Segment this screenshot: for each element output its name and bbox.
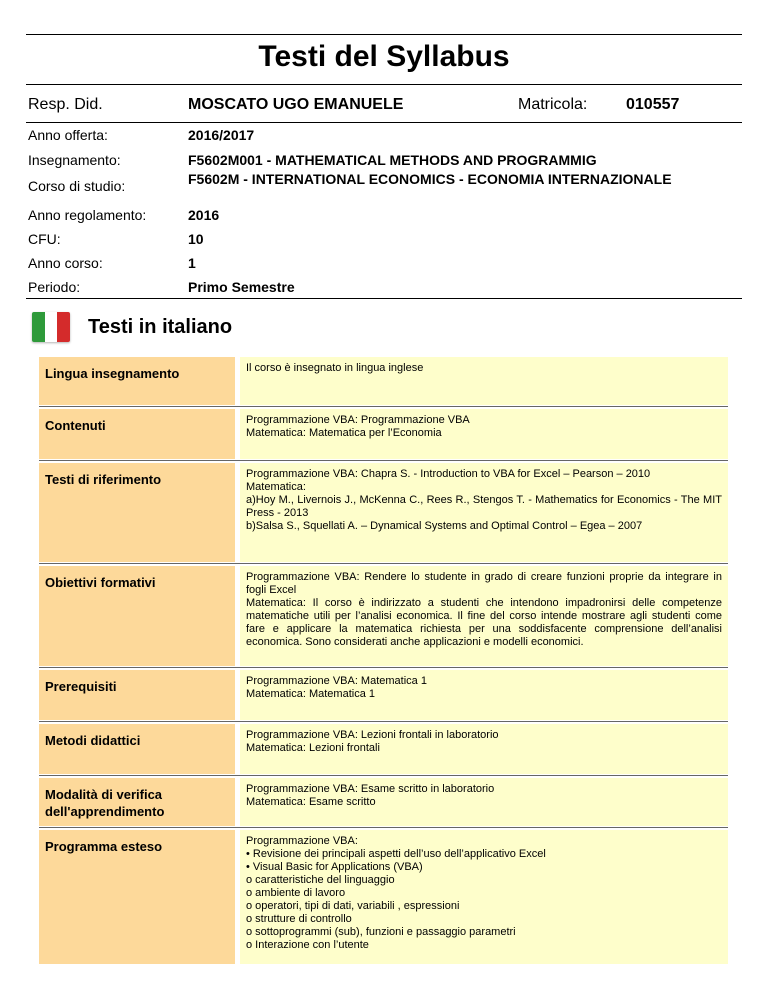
row-key: Testi di riferimento — [39, 463, 235, 562]
anno-offerta-label: Anno offerta: — [28, 127, 108, 143]
text-line: Matematica: Lezioni frontali — [246, 742, 380, 754]
matricola-value: 010557 — [626, 96, 680, 113]
row-divider — [39, 460, 728, 461]
text-line: o operatori, tipi di dati, variabili , espressioni — [246, 900, 460, 912]
anno-regolamento-value: 2016 — [188, 207, 220, 223]
insegnamento-label: Insegnamento: — [28, 152, 121, 168]
row-divider — [39, 667, 728, 668]
text-line: • Revisione dei principali aspetti dell’uso dell’applicativo Excel — [246, 848, 546, 860]
flag-white-band — [45, 312, 58, 342]
corso-label: Corso di studio: — [28, 178, 126, 194]
text-line: b)Salsa S., Squellati A. – Dynamical Systems and Optimal Control – Egea – 2007 — [246, 520, 643, 532]
row-value — [240, 830, 728, 964]
row-text — [240, 409, 728, 440]
row-value — [240, 670, 728, 720]
row-key: Contenuti — [39, 409, 235, 459]
cfu-label: CFU: — [28, 231, 61, 247]
text-line: Matematica: Matematica per l’Economia — [246, 427, 442, 439]
text-line: Programmazione VBA: Chapra S. - Introduction to VBA for Excel – Pearson – 2010 — [246, 468, 651, 480]
periodo-value: Primo Semestre — [188, 279, 295, 295]
text-line: Programmazione VBA: Lezioni frontali in laboratorio — [246, 729, 499, 741]
row-text — [240, 778, 728, 809]
top-rule — [26, 34, 742, 35]
row-text — [240, 830, 728, 952]
row-text — [240, 463, 728, 533]
table-row-prerequisiti — [39, 670, 728, 720]
table-row-lingua — [39, 357, 728, 405]
table-row-metodi — [39, 724, 728, 774]
row-text — [240, 357, 728, 375]
table-row-modalita — [39, 778, 728, 826]
text-line: Programmazione VBA: — [246, 835, 358, 847]
info-rule — [26, 298, 742, 299]
periodo-label: Periodo: — [28, 279, 81, 295]
row-value — [240, 357, 728, 405]
row-key: Metodi didattici — [39, 724, 235, 774]
table-row-programma — [39, 830, 728, 964]
row-key: Programma esteso — [39, 830, 235, 964]
resp-rule — [26, 122, 742, 123]
text-line: Programmazione VBA: Matematica 1 — [246, 675, 427, 687]
text-line: Programmazione VBA: Esame scritto in laboratorio — [246, 783, 495, 795]
resp-label: Resp. Did. — [28, 96, 103, 113]
text-line: Programmazione VBA: Rendere lo studente in grado di creare funzioni proprie da integrare in fogli Excel — [246, 571, 722, 596]
text-line: Il corso è insegnato in lingua inglese — [246, 362, 424, 374]
text-line: o sottoprogrammi (sub), funzioni e passaggio parametri — [246, 926, 516, 938]
text-line: o ambiente di lavoro — [246, 887, 346, 899]
row-value — [240, 724, 728, 774]
cfu-value: 10 — [188, 231, 204, 247]
page-title: Testi del Syllabus — [258, 40, 510, 73]
matricola-label: Matricola: — [518, 96, 588, 113]
italian-flag-icon — [32, 312, 70, 342]
resp-name: MOSCATO UGO EMANUELE — [188, 96, 404, 113]
row-text — [240, 566, 728, 649]
text-line: Matematica: Matematica 1 — [246, 688, 375, 700]
text-line: Matematica: — [246, 481, 306, 493]
text-line: a)Hoy M., Livernois J., McKenna C., Rees R., Stengos T. - Mathematics for Economics - The MIT Press - 2013 — [246, 494, 722, 519]
text-line: Programmazione VBA: Programmazione VBA — [246, 414, 470, 426]
text-line: Matematica: Il corso è indirizzato a studenti che intendono impadronirsi delle competenze matematiche utili per l’analisi economica. Il fine del corso intende mostrare agli studenti come fare e applicare la matematica richiesta per una soddisfacente comprensione dell’analisi economica. Sono considerati anche applicazioni e modelli economici. — [246, 597, 722, 648]
row-text — [240, 670, 728, 701]
row-key: Lingua insegnamento — [39, 357, 235, 405]
row-divider — [39, 406, 728, 407]
flag-red-band — [57, 312, 70, 342]
text-line: o strutture di controllo — [246, 913, 352, 925]
table-row-obiettivi — [39, 566, 728, 666]
table-row-testi — [39, 463, 728, 562]
title-rule — [26, 84, 742, 85]
row-value — [240, 566, 728, 666]
row-value — [240, 409, 728, 459]
text-line: Matematica: Esame scritto — [246, 796, 376, 808]
text-line: o Interazione con l’utente — [246, 939, 369, 951]
row-divider — [39, 721, 728, 722]
row-value — [240, 778, 728, 826]
section-title: Testi in italiano — [88, 316, 233, 338]
insegnamento-value: F5602M001 - MATHEMATICAL METHODS AND PROGRAMMIG — [188, 152, 597, 168]
row-key: Prerequisiti — [39, 670, 235, 720]
text-line: • Visual Basic for Applications (VBA) — [246, 861, 423, 873]
row-divider — [39, 563, 728, 564]
row-key: Obiettivi formativi — [39, 566, 235, 666]
corso-value: F5602M - INTERNATIONAL ECONOMICS - ECONOMIA INTERNAZIONALE — [188, 171, 672, 187]
anno-corso-value: 1 — [188, 255, 196, 271]
anno-regolamento-label: Anno regolamento: — [28, 207, 147, 223]
anno-corso-label: Anno corso: — [28, 255, 103, 271]
row-value — [240, 463, 728, 562]
row-key: Modalità di verifica dell'apprendimento — [39, 778, 235, 826]
flag-green-band — [32, 312, 45, 342]
row-divider — [39, 775, 728, 776]
anno-offerta-value: 2016/2017 — [188, 127, 255, 143]
row-text — [240, 724, 728, 755]
table-row-contenuti — [39, 409, 728, 459]
row-divider — [39, 827, 728, 828]
text-line: o caratteristiche del linguaggio — [246, 874, 395, 886]
